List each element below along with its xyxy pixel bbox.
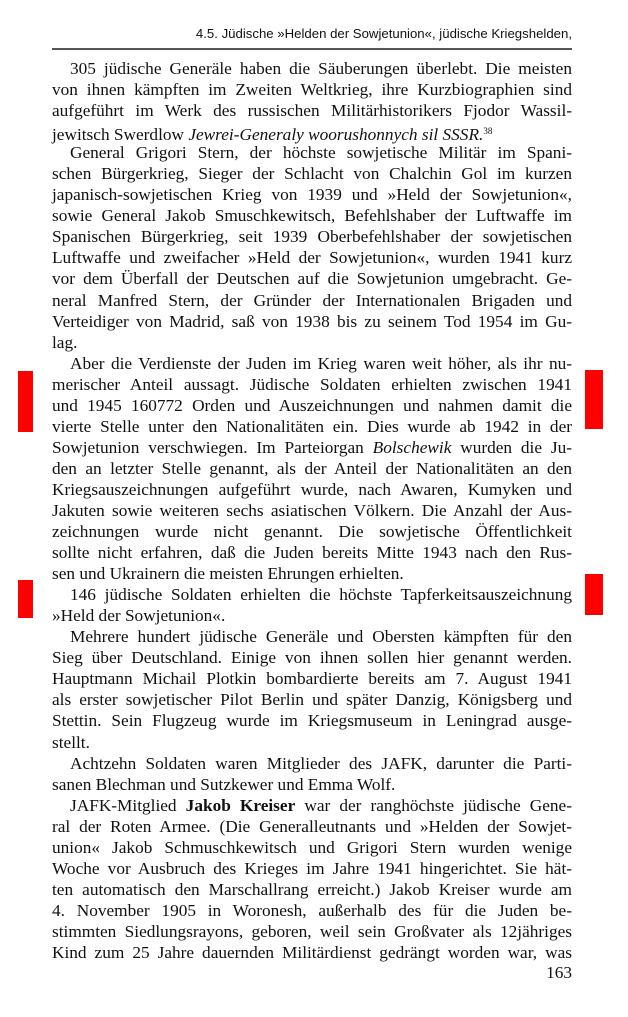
text-line	[52, 395, 572, 416]
right-margin-marker	[585, 574, 603, 615]
text-segment: Sieg über Deutschland. Einige von ihnen sollen hier genannt werden.	[52, 648, 572, 668]
text-segment: als erster sowjetischer Pilot Berlin und später Danzig, Königsberg und	[52, 690, 572, 710]
page-body	[52, 58, 572, 963]
text-line	[52, 584, 572, 605]
paragraph	[52, 753, 572, 795]
text-segment: stellt.	[52, 732, 90, 752]
text-line	[52, 226, 572, 247]
text-segment: 4. November 1905 in Woronesh, außerhalb des für die Juden be-	[52, 900, 572, 920]
text-segment: lag.	[52, 332, 78, 352]
text-segment: wurden die Ju-	[451, 437, 573, 457]
text-segment: 305 jüdische Generäle haben die Säuberungen überlebt. Die meisten	[70, 59, 572, 78]
italic-text: Jewrei-Generaly woorushonnych sil SSSR.	[188, 125, 484, 145]
text-line	[52, 100, 572, 121]
running-header: 4.5. Jüdische »Helden der Sowjetunion«, jüdische Kriegshelden,	[195, 26, 572, 41]
right-margin-marker	[585, 370, 603, 429]
text-segment: Jakuten sowie weiteren sechs asiatischen Völkern. Die Anzahl der Aus-	[52, 500, 572, 520]
text-segment: Kriegsauszeichnungen aufgeführt wurde, nach Awaren, Kumyken und	[52, 479, 572, 499]
text-line	[52, 142, 572, 163]
paragraph	[52, 795, 572, 963]
text-segment: stimmten Siedlungsrayons, geboren, weil sein Großvater als 12jähriges	[52, 921, 572, 941]
text-line	[52, 268, 572, 289]
text-line	[52, 774, 572, 795]
text-line	[52, 879, 572, 900]
text-line	[52, 353, 572, 374]
text-segment: JAFK-Mitglied	[70, 795, 186, 815]
text-line	[52, 205, 572, 226]
text-line	[52, 668, 572, 689]
text-line	[52, 605, 572, 626]
text-line	[52, 647, 572, 668]
text-line	[52, 921, 572, 942]
header-rule	[52, 48, 572, 50]
text-line	[52, 753, 572, 774]
text-segment: von ihnen kämpften im Zweiten Weltkrieg, ihre Kurzbiographien sind	[52, 80, 572, 100]
text-line	[52, 163, 572, 184]
text-line	[52, 542, 572, 563]
text-line	[52, 374, 572, 395]
text-segment: den an letzter Stelle genannt, als der Anteil der Nationalitäten an den	[52, 458, 572, 478]
text-segment: Mehrere hundert jüdische Generäle und Obersten kämpften für den	[70, 627, 572, 647]
text-line	[52, 500, 572, 521]
text-segment: Spanischen Bürgerkrieg, seit 1939 Oberbefehlshaber der sowjetischen	[52, 227, 572, 247]
text-line	[52, 710, 572, 731]
text-line	[52, 689, 572, 710]
paragraph	[52, 584, 572, 626]
text-line	[52, 121, 572, 145]
bold-text: Jakob Kreiser	[185, 795, 296, 815]
text-line	[52, 184, 572, 205]
text-segment: Stettin. Sein Flugzeug wurde im Kriegsmuseum in Leningrad ausge-	[52, 711, 572, 731]
text-line	[52, 458, 572, 479]
text-line	[52, 521, 572, 542]
text-segment: aufgeführt im Werk des russischen Militärhistorikers Fjodor Wassil-	[52, 101, 572, 121]
text-segment: neral Manfred Stern, der Gründer der Internationalen Brigaden und	[52, 290, 572, 310]
page-number: 163	[546, 963, 572, 982]
text-segment: war der ranghöchste jüdische Gene-	[295, 795, 572, 815]
text-segment: sanen Blechman und Sutzkewer und Emma Wolf.	[52, 774, 396, 794]
paragraph	[52, 626, 572, 752]
paragraph	[52, 142, 572, 352]
text-segment: Hauptmann Michail Plotkin bombardierte bereits am 7. August 1941	[52, 669, 572, 689]
text-line	[52, 563, 572, 584]
text-line	[52, 942, 572, 963]
text-segment: sollte nicht erfahren, daß die Juden bereits Mitte 1943 nach den Rus-	[52, 543, 572, 563]
text-line	[52, 79, 572, 100]
text-line	[52, 58, 572, 79]
text-segment: schen Bürgerkrieg, Sieger der Schlacht von Chalchin Gol im kurzen	[52, 164, 572, 184]
text-line	[52, 332, 572, 353]
italic-text: Bolschewik	[372, 437, 452, 457]
paragraph	[52, 58, 572, 145]
text-line	[52, 437, 572, 458]
text-segment: Luftwaffe und zweifacher »Held der Sowjetunion«, wurden 1941 kurz	[52, 248, 572, 268]
text-segment: Kind zum 25 Jahre dauernden Militärdienst gedrängt worden war, was	[52, 942, 572, 962]
text-segment: Aber die Verdienste der Juden im Krieg waren weit höher, als ihr nu-	[70, 353, 572, 373]
text-segment: und 1945 160772 Orden und Auszeichnungen und nahmen damit die	[52, 395, 572, 415]
text-segment: General Grigori Stern, der höchste sowjetische Militär im Spani-	[70, 143, 572, 163]
text-segment: japanisch-sowjetischen Krieg von 1939 und »Held der Sowjetunion«,	[52, 185, 572, 205]
text-segment: ten automatisch den Marschallrang erreicht.) Jakob Kreiser wurde am	[52, 879, 572, 899]
text-line	[52, 311, 572, 332]
text-line	[52, 290, 572, 311]
text-line	[52, 247, 572, 268]
text-segment: sowie General Jakob Smuschkewitsch, Befehlshaber der Luftwaffe im	[52, 206, 572, 226]
text-segment: sen und Ukrainern die meisten Ehrungen erhielten.	[52, 564, 404, 584]
text-segment: union« Jakob Schmuschkewitsch und Grigori Stern wurden wenige	[52, 837, 572, 857]
left-margin-marker	[18, 371, 33, 432]
left-margin-marker	[18, 580, 33, 618]
text-segment: merischer Anteil aussagt. Jüdische Soldaten erhielten zwischen 1941	[52, 374, 572, 394]
text-segment: »Held der Sowjetunion«.	[52, 606, 226, 626]
text-line	[52, 626, 572, 647]
text-segment: jewitsch Swerdlow	[52, 125, 189, 145]
text-line	[52, 795, 572, 816]
text-segment: ral der Roten Armee. (Die Generalleutnants und »Helden der Sowjet-	[52, 816, 572, 836]
text-segment: Achtzehn Soldaten waren Mitglieder des JAFK, darunter die Parti-	[70, 753, 572, 773]
text-line	[52, 732, 572, 753]
text-line	[52, 837, 572, 858]
footnote-ref: 38	[483, 126, 493, 137]
text-line	[52, 816, 572, 837]
text-line	[52, 858, 572, 879]
text-segment: Woche vor Ausbruch des Krieges im Jahre 1941 hingerichtet. Sie hät-	[52, 858, 572, 878]
paragraph	[52, 353, 572, 585]
text-segment: vor dem Überfall der Deutschen auf die Sowjetunion umgebracht. Ge-	[52, 269, 572, 289]
text-segment: Sowjetunion verschwiegen. Im Parteiorgan	[52, 437, 373, 457]
text-line	[52, 900, 572, 921]
text-line	[52, 479, 572, 500]
text-segment: zeichnungen wurde nicht genannt. Die sowjetische Öffentlichkeit	[52, 522, 572, 542]
text-segment: vierte Stelle unter den Nationalitäten ein. Dies wurde ab 1942 in der	[52, 416, 572, 436]
text-segment: Verteidiger von Madrid, saß von 1938 bis zu seinem Tod 1954 im Gu-	[52, 311, 572, 331]
text-segment: 146 jüdische Soldaten erhielten die höchste Tapferkeitsauszeichnung	[70, 585, 572, 605]
text-line	[52, 416, 572, 437]
